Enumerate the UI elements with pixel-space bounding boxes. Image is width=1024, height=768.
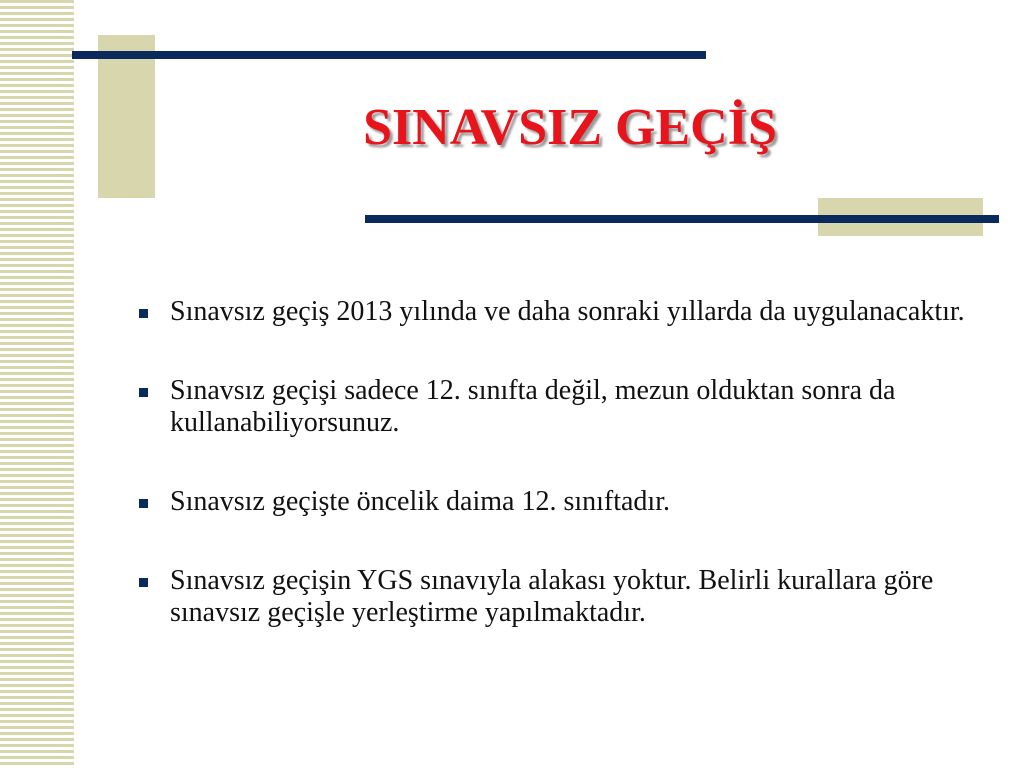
- bullet-item: [130, 375, 1000, 439]
- bullet-item: [130, 565, 1000, 629]
- decorative-stripe-band: [0, 0, 74, 768]
- square-bullet-icon: [139, 309, 148, 318]
- bullet-text: Sınavsız geçişte öncelik daima 12. sınıftadır.: [170, 486, 670, 517]
- square-bullet-icon: [139, 388, 148, 397]
- decorative-navy-line-top: [72, 51, 706, 59]
- bullet-text: Sınavsız geçişin YGS sınavıyla alakası yoktur. Belirli kurallara göre sınavsız geçişle yerleştirme yapılmaktadır.: [170, 565, 934, 628]
- square-bullet-icon: [139, 578, 148, 587]
- decorative-tan-block-left: [98, 35, 155, 198]
- slide-title: SINAVSIZ GEÇİŞ: [363, 99, 777, 156]
- bullet-text: Sınavsız geçişi sadece 12. sınıfta değil, mezun olduktan sonra da kullanabiliyorsunuz.: [170, 375, 896, 438]
- bullet-item: [130, 486, 1000, 518]
- bullet-item: [130, 296, 1000, 328]
- square-bullet-icon: [139, 499, 148, 508]
- decorative-navy-line-bottom: [365, 215, 999, 223]
- bullet-list: [130, 296, 1000, 676]
- bullet-text: Sınavsız geçiş 2013 yılında ve daha sonraki yıllarda da uygulanacaktır.: [170, 296, 965, 327]
